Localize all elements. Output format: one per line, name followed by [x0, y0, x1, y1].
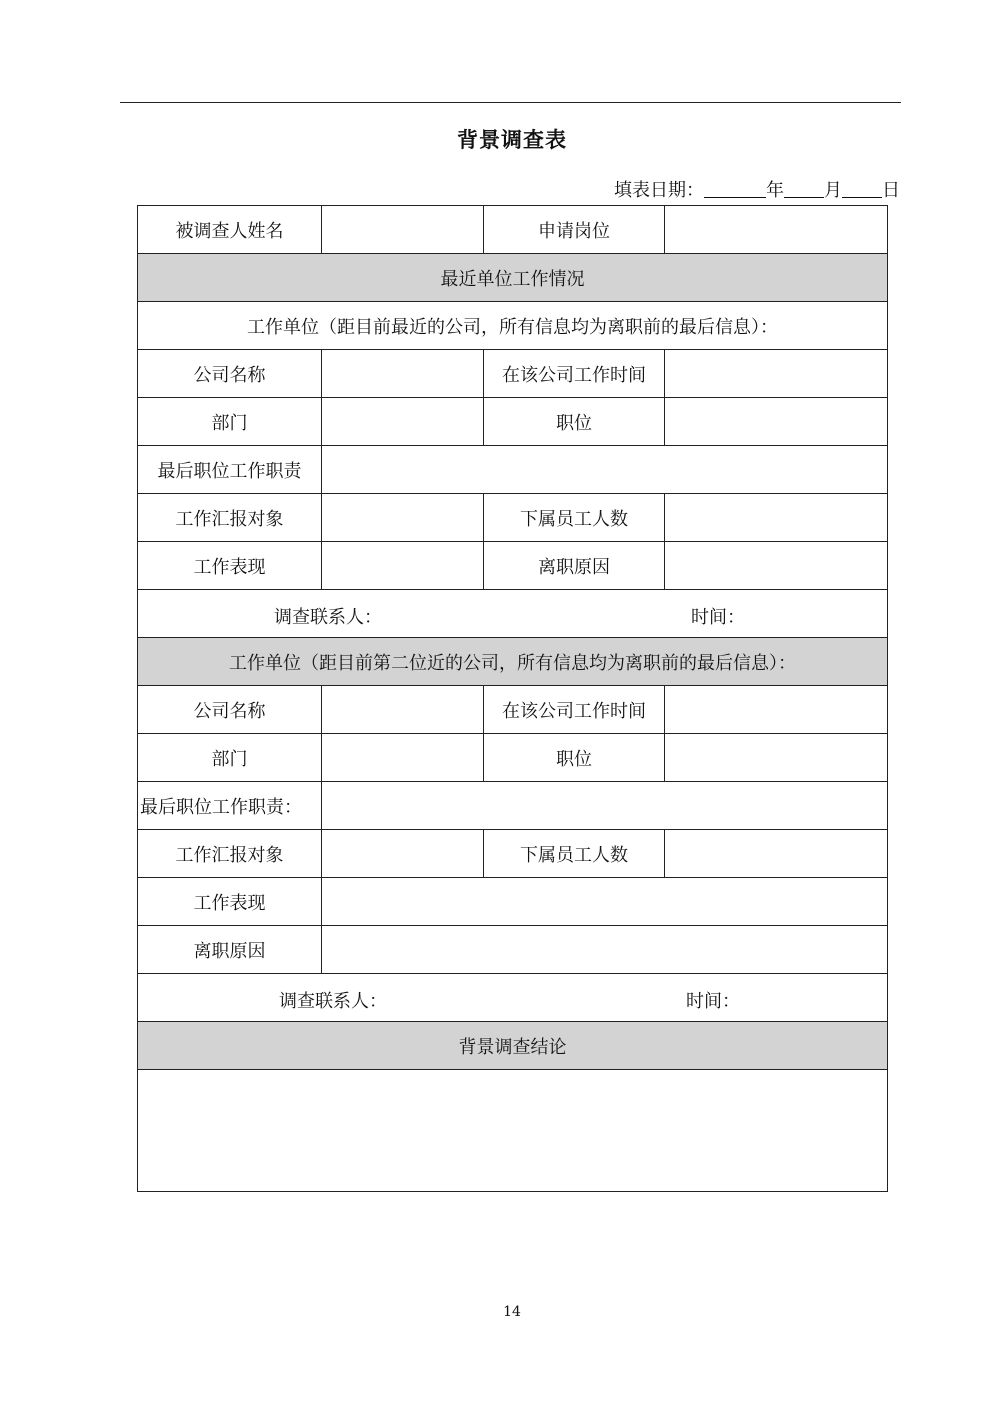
company1-name-label: 公司名称 [138, 350, 322, 398]
company1-department-field[interactable] [322, 398, 484, 446]
company1-reports-to-label: 工作汇报对象 [138, 494, 322, 542]
company2-leaving-reason-label: 离职原因 [138, 926, 322, 974]
candidate-row [138, 206, 888, 254]
company2-performance-field[interactable] [322, 878, 888, 926]
year-blank[interactable] [704, 179, 766, 198]
position-applied-label: 申请岗位 [484, 206, 665, 254]
company2-reports-row [138, 830, 888, 878]
month-blank[interactable] [784, 179, 824, 198]
company2-leaving-row [138, 926, 888, 974]
company2-performance-label: 工作表现 [138, 878, 322, 926]
company2-subordinates-label: 下属员工人数 [484, 830, 665, 878]
company2-name-label: 公司名称 [138, 686, 322, 734]
company1-tenure-field[interactable] [665, 350, 888, 398]
company1-department-label: 部门 [138, 398, 322, 446]
company1-job-title-label: 职位 [484, 398, 665, 446]
company1-performance-row [138, 542, 888, 590]
company2-duties-label: 最后职位工作职责： [138, 782, 322, 830]
company2-intro-row [138, 638, 888, 686]
company2-subordinates-field[interactable] [665, 830, 888, 878]
company2-duties-field[interactable] [322, 782, 888, 830]
company2-performance-row [138, 878, 888, 926]
company2-contact-row [138, 974, 888, 1022]
conclusion-body-row [138, 1070, 888, 1192]
fill-date-label: 填表日期： [614, 180, 704, 201]
company1-job-title-field[interactable] [665, 398, 888, 446]
company2-department-field[interactable] [322, 734, 484, 782]
company1-contact-row [138, 590, 888, 638]
company1-time-label: 时间： [691, 607, 745, 628]
company1-intro: 工作单位（距目前最近的公司，所有信息均为离职前的最后信息）： [138, 302, 888, 350]
background-check-table [137, 205, 888, 1192]
position-applied-field[interactable] [665, 206, 888, 254]
company1-contact-cell[interactable] [138, 590, 888, 638]
company2-reports-to-field[interactable] [322, 830, 484, 878]
company1-name-field[interactable] [322, 350, 484, 398]
conclusion-title: 背景调查结论 [138, 1022, 888, 1070]
day-label: 日 [882, 180, 900, 201]
year-label: 年 [766, 180, 784, 201]
company2-contact-cell[interactable] [138, 974, 888, 1022]
company1-tenure-label: 在该公司工作时间 [484, 350, 665, 398]
company1-performance-field[interactable] [322, 542, 484, 590]
month-label: 月 [824, 180, 842, 201]
day-blank[interactable] [842, 179, 882, 198]
company1-intro-row [138, 302, 888, 350]
company2-intro: 工作单位（距目前第二位近的公司，所有信息均为离职前的最后信息）： [138, 638, 888, 686]
recent-section-title: 最近单位工作情况 [138, 254, 888, 302]
header-rule [120, 102, 901, 103]
company1-reports-to-field[interactable] [322, 494, 484, 542]
company2-leaving-reason-field[interactable] [322, 926, 888, 974]
company1-leaving-reason-label: 离职原因 [484, 542, 665, 590]
company2-job-title-field[interactable] [665, 734, 888, 782]
company1-duties-row [138, 446, 888, 494]
company2-reports-to-label: 工作汇报对象 [138, 830, 322, 878]
conclusion-field[interactable] [138, 1070, 888, 1192]
company1-subordinates-field[interactable] [665, 494, 888, 542]
recent-section-row [138, 254, 888, 302]
company2-dept-row [138, 734, 888, 782]
company1-duties-field[interactable] [322, 446, 888, 494]
company2-time-label: 时间： [686, 991, 740, 1012]
page-number: 14 [503, 1304, 521, 1320]
company1-dept-row [138, 398, 888, 446]
company1-name-row [138, 350, 888, 398]
company1-contact-label: 调查联系人： [274, 607, 382, 628]
company2-tenure-label: 在该公司工作时间 [484, 686, 665, 734]
company1-performance-label: 工作表现 [138, 542, 322, 590]
company1-reports-row [138, 494, 888, 542]
candidate-name-field[interactable] [322, 206, 484, 254]
fill-date [614, 176, 900, 202]
company2-job-title-label: 职位 [484, 734, 665, 782]
company1-subordinates-label: 下属员工人数 [484, 494, 665, 542]
company2-name-field[interactable] [322, 686, 484, 734]
company2-department-label: 部门 [138, 734, 322, 782]
company2-contact-label: 调查联系人： [279, 991, 387, 1012]
company2-name-row [138, 686, 888, 734]
company1-duties-label: 最后职位工作职责 [138, 446, 322, 494]
company2-duties-row [138, 782, 888, 830]
company2-tenure-field[interactable] [665, 686, 888, 734]
candidate-name-label: 被调查人姓名 [138, 206, 322, 254]
conclusion-header-row [138, 1022, 888, 1070]
company1-leaving-reason-field[interactable] [665, 542, 888, 590]
page-title: 背景调查表 [457, 127, 567, 152]
